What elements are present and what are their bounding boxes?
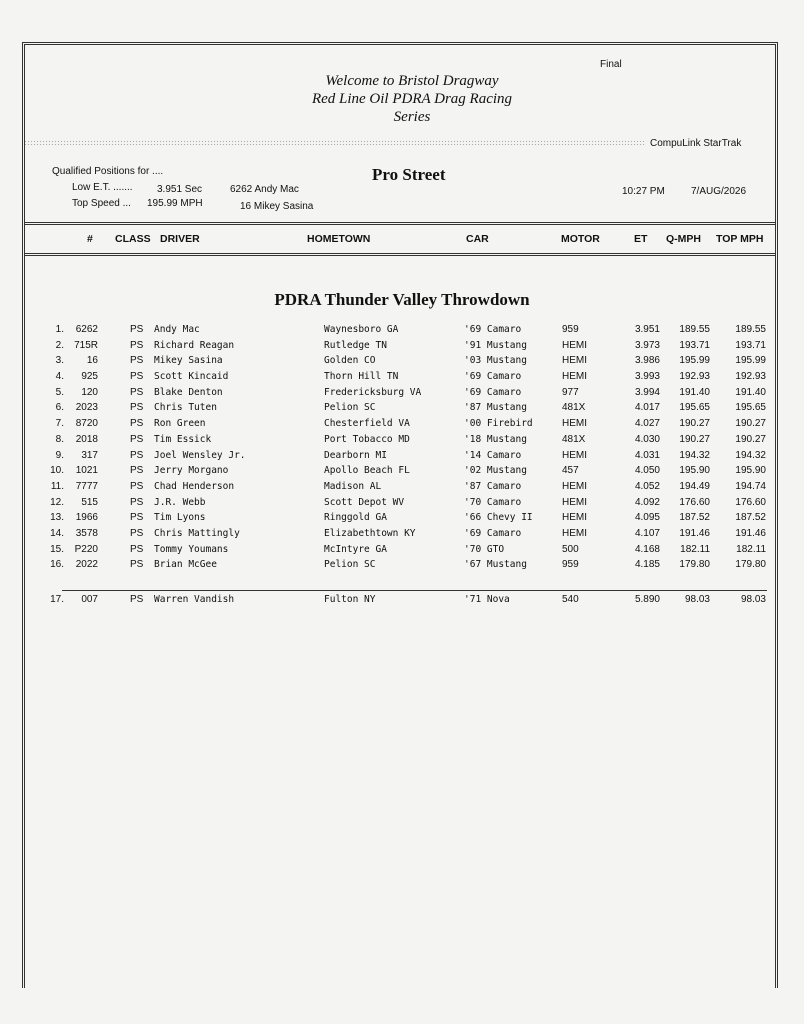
table-row bbox=[0, 371, 804, 387]
cell-cls: PS bbox=[130, 543, 144, 555]
cell-hometown: Port Tobacco MD bbox=[324, 433, 410, 445]
cell-pos: 17. bbox=[50, 594, 64, 605]
cell-motor: HEMI bbox=[562, 371, 587, 383]
cell-cls: PS bbox=[130, 449, 144, 461]
cell-car: '71 Nova bbox=[464, 594, 510, 605]
cell-et: 4.052 bbox=[634, 480, 660, 492]
cell-motor: 540 bbox=[562, 594, 579, 605]
cell-top: 187.52 bbox=[735, 512, 766, 524]
divider-header bbox=[24, 253, 776, 256]
cell-et: 4.050 bbox=[634, 465, 660, 477]
cell-pos: 7. bbox=[55, 418, 64, 430]
cell-hometown: Chesterfield VA bbox=[324, 418, 410, 430]
col-driver: DRIVER bbox=[160, 233, 200, 245]
cell-hometown: Dearborn MI bbox=[324, 449, 387, 461]
cell-top: 176.60 bbox=[735, 496, 766, 508]
cell-driver: Tommy Youmans bbox=[154, 543, 229, 555]
qualified-label: Qualified Positions for .... bbox=[52, 166, 164, 177]
title-line-2: Red Line Oil PDRA Drag Racing bbox=[311, 91, 513, 107]
cell-qmph: 190.27 bbox=[679, 418, 710, 430]
table-row bbox=[0, 465, 804, 481]
cell-cls: PS bbox=[130, 339, 144, 351]
col-num: # bbox=[87, 233, 93, 245]
cell-pos: 4. bbox=[55, 371, 64, 383]
cell-motor: 481X bbox=[562, 433, 586, 445]
cell-top: 193.71 bbox=[735, 339, 766, 351]
cell-motor: HEMI bbox=[562, 355, 587, 367]
cell-qmph: 194.49 bbox=[679, 480, 710, 492]
cell-qmph: 194.32 bbox=[679, 449, 710, 461]
cell-hometown: Scott Depot WV bbox=[324, 496, 405, 508]
cell-et: 3.993 bbox=[634, 371, 660, 383]
alternate-list bbox=[0, 594, 804, 610]
cell-cls: PS bbox=[130, 465, 144, 477]
cell-motor: HEMI bbox=[562, 496, 587, 508]
cell-num: 715R bbox=[74, 339, 98, 351]
cell-pos: 10. bbox=[50, 465, 64, 477]
table-row bbox=[0, 402, 804, 418]
cell-num: 515 bbox=[81, 496, 98, 508]
divider-dotted bbox=[24, 140, 644, 146]
cell-et: 4.031 bbox=[634, 449, 660, 461]
cell-hometown: Thorn Hill TN bbox=[324, 371, 399, 383]
cell-pos: 14. bbox=[50, 527, 64, 539]
table-row bbox=[0, 594, 804, 610]
cell-motor: 959 bbox=[562, 324, 579, 335]
cell-car: '02 Mustang bbox=[464, 465, 527, 477]
cell-driver: Jerry Morgano bbox=[154, 465, 229, 477]
cell-et: 3.986 bbox=[634, 355, 660, 367]
cell-qmph: 192.93 bbox=[679, 371, 710, 383]
cell-top: 191.46 bbox=[735, 527, 766, 539]
top-speed-holder: 16 Mikey Sasina bbox=[240, 201, 314, 212]
cell-top: 98.03 bbox=[740, 594, 766, 605]
cell-motor: HEMI bbox=[562, 449, 587, 461]
cell-top: 192.93 bbox=[735, 371, 766, 383]
cell-driver: Joel Wensley Jr. bbox=[154, 449, 246, 461]
cell-motor: 959 bbox=[562, 559, 579, 571]
table-row bbox=[0, 528, 804, 544]
divider-top bbox=[24, 222, 776, 225]
cell-pos: 3. bbox=[55, 355, 64, 367]
cell-top: 195.99 bbox=[735, 355, 766, 367]
cell-num: 120 bbox=[81, 386, 98, 398]
cell-num: 1966 bbox=[75, 512, 98, 524]
table-row bbox=[0, 418, 804, 434]
cell-cls: PS bbox=[130, 433, 144, 445]
cell-motor: 481X bbox=[562, 402, 586, 414]
cell-num: 007 bbox=[81, 594, 98, 605]
table-row bbox=[0, 340, 804, 356]
cell-hometown: Pelion SC bbox=[324, 402, 376, 414]
cell-car: '03 Mustang bbox=[464, 355, 527, 367]
cell-qmph: 176.60 bbox=[679, 496, 710, 508]
cell-driver: Tim Essick bbox=[154, 433, 212, 445]
table-row bbox=[0, 434, 804, 450]
cell-pos: 9. bbox=[55, 449, 64, 461]
cell-qmph: 98.03 bbox=[684, 594, 710, 605]
cell-cls: PS bbox=[130, 418, 144, 430]
cell-top: 191.40 bbox=[735, 386, 766, 398]
cell-driver: Chris Tuten bbox=[154, 402, 217, 414]
cell-top: 195.90 bbox=[735, 465, 766, 477]
table-row bbox=[0, 559, 804, 575]
time-label: 10:27 PM bbox=[622, 186, 665, 197]
cell-car: '69 Camaro bbox=[464, 324, 522, 335]
table-row bbox=[0, 387, 804, 403]
cell-et: 4.092 bbox=[634, 496, 660, 508]
col-class: CLASS bbox=[115, 233, 151, 245]
cell-hometown: Waynesboro GA bbox=[324, 324, 399, 335]
cell-driver: Ron Green bbox=[154, 418, 206, 430]
cell-driver: Richard Reagan bbox=[154, 339, 235, 351]
cell-driver: J.R. Webb bbox=[154, 496, 206, 508]
cell-et: 3.973 bbox=[634, 339, 660, 351]
cell-car: '18 Mustang bbox=[464, 433, 527, 445]
table-row bbox=[0, 497, 804, 513]
cell-num: 6262 bbox=[75, 324, 98, 335]
cell-car: '00 Firebird bbox=[464, 418, 533, 430]
cell-driver: Tim Lyons bbox=[154, 512, 206, 524]
class-title: Pro Street bbox=[372, 165, 446, 184]
cell-et: 3.951 bbox=[634, 324, 660, 335]
cell-car: '87 Camaro bbox=[464, 480, 522, 492]
cell-driver: Mikey Sasina bbox=[154, 355, 223, 367]
cell-cls: PS bbox=[130, 324, 144, 335]
cell-hometown: Madison AL bbox=[324, 480, 382, 492]
cell-hometown: Apollo Beach FL bbox=[324, 465, 410, 477]
top-speed-value: 195.99 MPH bbox=[147, 198, 203, 209]
cell-car: '70 GTO bbox=[464, 543, 505, 555]
cell-et: 4.027 bbox=[634, 418, 660, 430]
table-row bbox=[0, 324, 804, 340]
col-top-mph: TOP MPH bbox=[716, 233, 764, 245]
cell-hometown: McIntyre GA bbox=[324, 543, 387, 555]
cell-et: 4.185 bbox=[634, 559, 660, 571]
cell-cls: PS bbox=[130, 371, 144, 383]
cell-top: 179.80 bbox=[735, 559, 766, 571]
cell-hometown: Pelion SC bbox=[324, 559, 376, 571]
col-et: ET bbox=[634, 233, 648, 245]
cell-motor: HEMI bbox=[562, 418, 587, 430]
cell-et: 4.095 bbox=[634, 512, 660, 524]
low-et-label: Low E.T. ....... bbox=[72, 182, 133, 193]
cell-motor: HEMI bbox=[562, 339, 587, 351]
cell-motor: HEMI bbox=[562, 480, 587, 492]
cell-num: 317 bbox=[81, 449, 98, 461]
cell-car: '69 Camaro bbox=[464, 371, 522, 383]
cell-top: 182.11 bbox=[736, 543, 766, 555]
cell-pos: 13. bbox=[50, 512, 64, 524]
cell-car: '67 Mustang bbox=[464, 559, 527, 571]
cell-qmph: 195.99 bbox=[679, 355, 710, 367]
cell-motor: 977 bbox=[562, 386, 579, 398]
cell-car: '91 Mustang bbox=[464, 339, 527, 351]
cell-num: 2022 bbox=[75, 559, 98, 571]
cell-top: 190.27 bbox=[735, 418, 766, 430]
system-label: CompuLink StarTrak bbox=[650, 138, 742, 149]
cell-top: 190.27 bbox=[735, 433, 766, 445]
cell-cls: PS bbox=[130, 594, 144, 605]
low-et-holder: 6262 Andy Mac bbox=[230, 184, 299, 195]
cell-pos: 12. bbox=[50, 496, 64, 508]
cell-cls: PS bbox=[130, 480, 144, 492]
cell-qmph: 189.55 bbox=[679, 324, 710, 335]
cell-pos: 2. bbox=[55, 339, 64, 351]
col-car: CAR bbox=[466, 233, 489, 245]
cell-driver: Warren Vandish bbox=[154, 594, 235, 605]
cell-cls: PS bbox=[130, 496, 144, 508]
cell-driver: Andy Mac bbox=[154, 324, 200, 335]
low-et-value: 3.951 Sec bbox=[157, 184, 203, 195]
cell-pos: 11. bbox=[50, 480, 64, 492]
table-row bbox=[0, 512, 804, 528]
cell-num: 8720 bbox=[75, 418, 98, 430]
cell-cls: PS bbox=[130, 512, 144, 524]
col-qmph: Q-MPH bbox=[666, 233, 701, 245]
cell-pos: 15. bbox=[50, 543, 64, 555]
page-title bbox=[300, 72, 524, 126]
cell-pos: 5. bbox=[55, 386, 64, 398]
event-title: PDRA Thunder Valley Throwdown bbox=[274, 290, 530, 309]
cell-car: '87 Mustang bbox=[464, 402, 527, 414]
table-row bbox=[0, 544, 804, 560]
cell-cls: PS bbox=[130, 402, 144, 414]
cell-pos: 16. bbox=[50, 559, 64, 571]
cell-driver: Scott Kincaid bbox=[154, 371, 229, 383]
cell-num: 2018 bbox=[75, 433, 98, 445]
cell-hometown: Rutledge TN bbox=[324, 339, 387, 351]
cell-cls: PS bbox=[130, 386, 144, 398]
cell-qmph: 182.11 bbox=[680, 543, 710, 555]
cell-qmph: 179.80 bbox=[679, 559, 710, 571]
cell-num: 16 bbox=[86, 355, 98, 367]
table-row bbox=[0, 355, 804, 371]
cell-qmph: 187.52 bbox=[679, 512, 710, 524]
table-row bbox=[0, 481, 804, 497]
cell-num: 1021 bbox=[75, 465, 98, 477]
cell-hometown: Fulton NY bbox=[324, 594, 376, 605]
cell-cls: PS bbox=[130, 559, 144, 571]
title-line-3: Series bbox=[393, 109, 431, 125]
cell-car: '66 Chevy II bbox=[464, 512, 533, 524]
cell-driver: Chris Mattingly bbox=[154, 527, 240, 539]
cell-car: '69 Camaro bbox=[464, 527, 522, 539]
col-motor: MOTOR bbox=[561, 233, 600, 245]
cell-hometown: Fredericksburg VA bbox=[324, 386, 422, 398]
cell-car: '14 Camaro bbox=[464, 449, 522, 461]
cell-pos: 8. bbox=[55, 433, 64, 445]
cell-et: 4.168 bbox=[634, 543, 660, 555]
cell-num: 2023 bbox=[75, 402, 98, 414]
cell-car: '70 Camaro bbox=[464, 496, 522, 508]
cell-motor: HEMI bbox=[562, 527, 587, 539]
cell-et: 4.107 bbox=[634, 527, 660, 539]
cell-driver: Brian McGee bbox=[154, 559, 217, 571]
cell-qmph: 195.65 bbox=[679, 402, 710, 414]
cell-top: 194.74 bbox=[735, 480, 766, 492]
cell-driver: Blake Denton bbox=[154, 386, 223, 398]
cell-et: 3.994 bbox=[634, 386, 660, 398]
cell-qmph: 191.46 bbox=[679, 527, 710, 539]
cell-cls: PS bbox=[130, 355, 144, 367]
cell-motor: HEMI bbox=[562, 512, 587, 524]
cell-motor: 500 bbox=[562, 543, 579, 555]
cell-top: 189.55 bbox=[735, 324, 766, 335]
cell-et: 5.890 bbox=[634, 594, 660, 605]
cell-qmph: 193.71 bbox=[679, 339, 710, 351]
cell-num: 925 bbox=[81, 371, 98, 383]
status-label: Final bbox=[600, 59, 622, 70]
top-speed-label: Top Speed ... bbox=[72, 198, 131, 209]
table-row bbox=[0, 450, 804, 466]
date-label: 7/AUG/2026 bbox=[691, 186, 747, 197]
cell-hometown: Golden CO bbox=[324, 355, 376, 367]
cell-num: 7777 bbox=[75, 480, 98, 492]
title-line-1: Welcome to Bristol Dragway bbox=[325, 73, 499, 89]
cell-num: 3578 bbox=[75, 527, 98, 539]
cell-cls: PS bbox=[130, 527, 144, 539]
cell-pos: 1. bbox=[55, 324, 64, 335]
results-list bbox=[0, 324, 804, 575]
cell-car: '69 Camaro bbox=[464, 386, 522, 398]
alternate-separator bbox=[62, 590, 767, 591]
cell-top: 195.65 bbox=[735, 402, 766, 414]
cell-num: P220 bbox=[74, 543, 98, 555]
cell-motor: 457 bbox=[562, 465, 579, 477]
cell-driver: Chad Henderson bbox=[154, 480, 235, 492]
cell-et: 4.030 bbox=[634, 433, 660, 445]
cell-qmph: 191.40 bbox=[679, 386, 710, 398]
cell-hometown: Elizabethtown KY bbox=[324, 527, 416, 539]
cell-hometown: Ringgold GA bbox=[324, 512, 387, 524]
cell-qmph: 190.27 bbox=[679, 433, 710, 445]
cell-et: 4.017 bbox=[634, 402, 660, 414]
cell-top: 194.32 bbox=[735, 449, 766, 461]
cell-pos: 6. bbox=[55, 402, 64, 414]
col-hometown: HOMETOWN bbox=[307, 233, 371, 245]
cell-qmph: 195.90 bbox=[679, 465, 710, 477]
